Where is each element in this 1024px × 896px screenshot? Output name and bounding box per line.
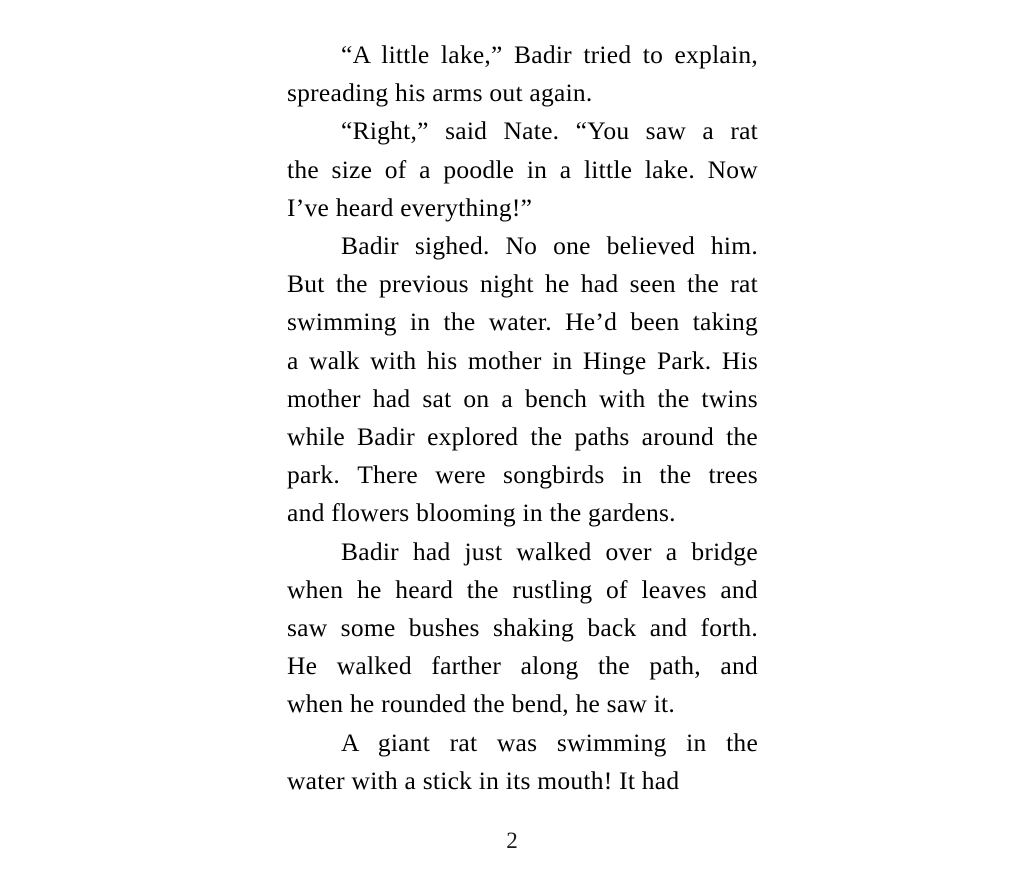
line-text: park. There were songbirds in the trees [287, 460, 758, 490]
paragraph-3 [287, 227, 758, 533]
text-line [287, 533, 758, 571]
text-line [287, 74, 758, 112]
line-text: when he heard the rustling of leaves and [287, 574, 758, 604]
paragraph-2 [287, 112, 758, 227]
paragraph-1 [287, 36, 758, 112]
text-line [287, 303, 758, 341]
line-text: mother had sat on a bench with the twins [287, 383, 758, 413]
page-text-column [287, 36, 758, 800]
text-line [287, 494, 758, 532]
text-line [287, 685, 758, 723]
text-line [287, 151, 758, 189]
line-text: “A little lake,” Badir tried to explain, [341, 40, 758, 69]
line-text: a walk with his mother in Hinge Park. His [287, 345, 759, 375]
line-text: water with a stick in its mouth! It had [287, 765, 680, 795]
text-line [287, 380, 758, 418]
line-text: while Badir explored the paths around the [287, 422, 758, 452]
line-text: Badir had just walked over a bridge [341, 536, 758, 566]
line-text: swimming in the water. He’d been taking [287, 307, 758, 337]
page-number: 2 [506, 828, 518, 853]
line-text: when he rounded the bend, he saw it. [287, 689, 676, 719]
text-line [287, 571, 758, 609]
text-line [287, 762, 758, 800]
text-line [287, 342, 758, 380]
line-text: But the previous night he had seen the rat [287, 269, 758, 299]
line-text: and flowers blooming in the gardens. [287, 498, 676, 528]
line-text: saw some bushes shaking back and forth. [287, 613, 759, 643]
line-text: “Right,” said Nate. “You saw a rat [341, 116, 758, 146]
line-text: the size of a poodle in a little lake. Now [287, 154, 758, 184]
text-line [287, 456, 758, 494]
text-line [287, 418, 758, 456]
paragraph-4 [287, 533, 758, 724]
text-line [287, 189, 758, 227]
text-line [287, 724, 758, 762]
paragraph-5 [287, 724, 758, 800]
line-text: He walked farther along the path, and [287, 651, 758, 681]
text-line [287, 36, 758, 74]
text-line [287, 609, 758, 647]
line-text: spreading his arms out again. [287, 78, 593, 108]
line-text: A giant rat was swimming in the [341, 727, 759, 757]
text-line [287, 265, 758, 303]
text-line [287, 112, 758, 150]
line-text: I’ve heard everything!” [287, 192, 533, 222]
text-line [287, 227, 758, 265]
line-text: Badir sighed. No one believed him. [341, 231, 758, 261]
text-line [287, 647, 758, 685]
